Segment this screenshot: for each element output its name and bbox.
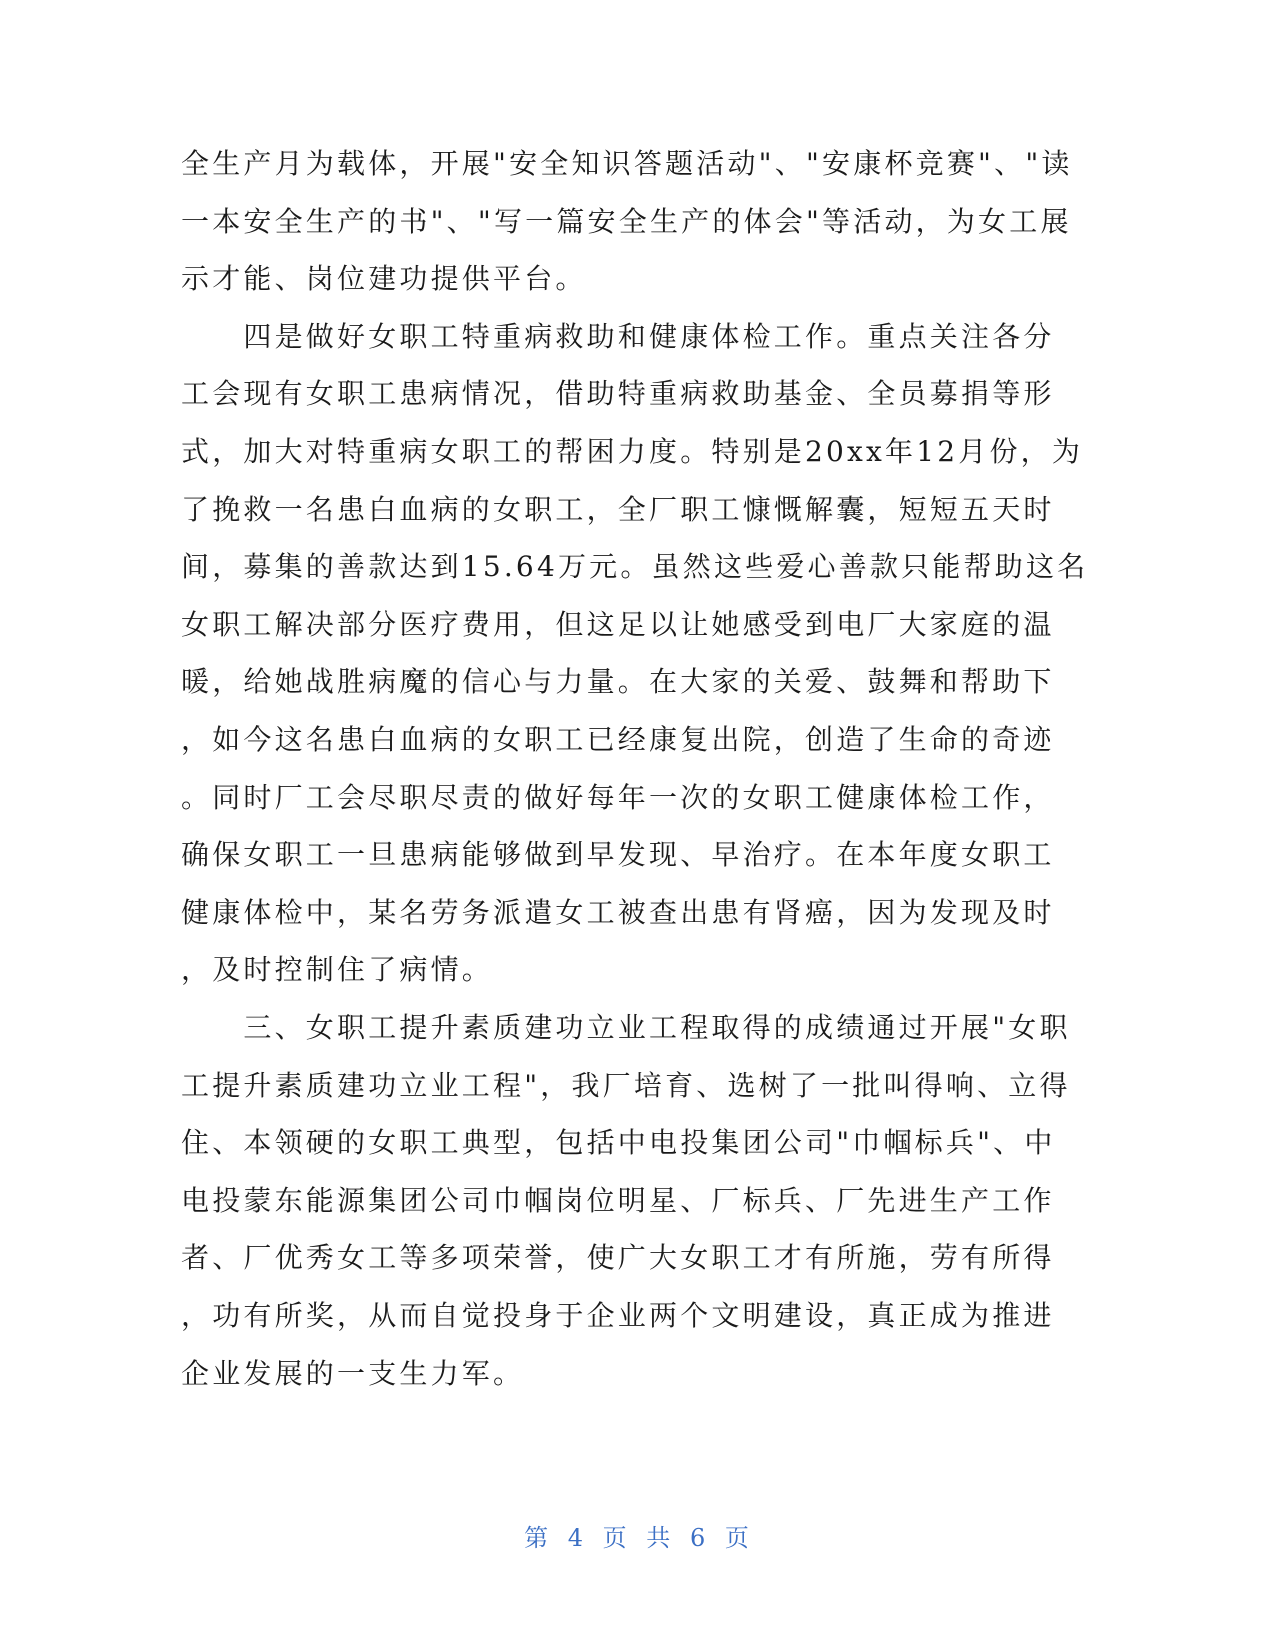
body-text-line: 一本安全生产的书"、"写一篇安全生产的体会"等活动，为女工展 [181,205,1072,238]
body-text-line: 住、本领硬的女职工典型，包括中电投集团公司"巾帼标兵"、中 [181,1126,1056,1159]
body-text-line: 示才能、岗位建功提供平台。 [181,262,587,295]
body-text-line: 全生产月为载体，开展"安全知识答题活动"、"安康杯竞赛"、"读 [181,147,1073,180]
body-text-line: 工提升素质建功立业工程"，我厂培育、选树了一批叫得响、立得 [181,1069,1071,1102]
body-text-line: 者、厂优秀女工等多项荣誉，使广大女职工才有所施，劳有所得 [181,1241,1055,1274]
body-text-line: 电投蒙东能源集团公司巾帼岗位明星、厂标兵、厂先进生产工作 [181,1184,1055,1217]
body-text-line: ，及时控制住了病情。 [181,953,494,986]
body-text-line: 间，募集的善款达到15.64万元。虽然这些爱心善款只能帮助这名 [181,550,1089,583]
body-text-line: 工会现有女职工患病情况，借助特重病救助基金、全员募捐等形 [181,377,1055,410]
body-text-line: 暖，给她战胜病魔的信心与力量。在大家的关爱、鼓舞和帮助下 [181,665,1055,698]
body-text-line: ，功有所奖，从而自觉投身于企业两个文明建设，真正成为推进 [181,1299,1055,1332]
body-text-line: ，如今这名患白血病的女职工已经康复出院，创造了生命的奇迹 [181,723,1055,756]
body-text-line: 了挽救一名患白血病的女职工，全厂职工慷慨解囊，短短五天时 [181,493,1055,526]
page-number-footer: 第 4 页 共 6 页 [524,1524,751,1552]
body-text-line: 健康体检中，某名劳务派遣女工被查出患有肾癌，因为发现及时 [181,896,1055,929]
body-text-line: 。同时厂工会尽职尽责的做好每年一次的女职工健康体检工作， [181,781,1055,814]
body-text-line: 女职工解决部分医疗费用，但这足以让她感受到电厂大家庭的温 [181,608,1055,641]
body-text-line: 三、女职工提升素质建功立业工程取得的成绩通过开展"女职 [181,1011,1071,1044]
body-text-line: 企业发展的一支生力军。 [181,1357,525,1390]
body-text-line: 式，加大对特重病女职工的帮困力度。特别是20xx年12月份，为 [181,435,1084,468]
body-text-line: 四是做好女职工特重病救助和健康体检工作。重点关注各分 [181,320,1055,353]
body-text-line: 确保女职工一旦患病能够做到早发现、早治疗。在本年度女职工 [181,838,1055,871]
